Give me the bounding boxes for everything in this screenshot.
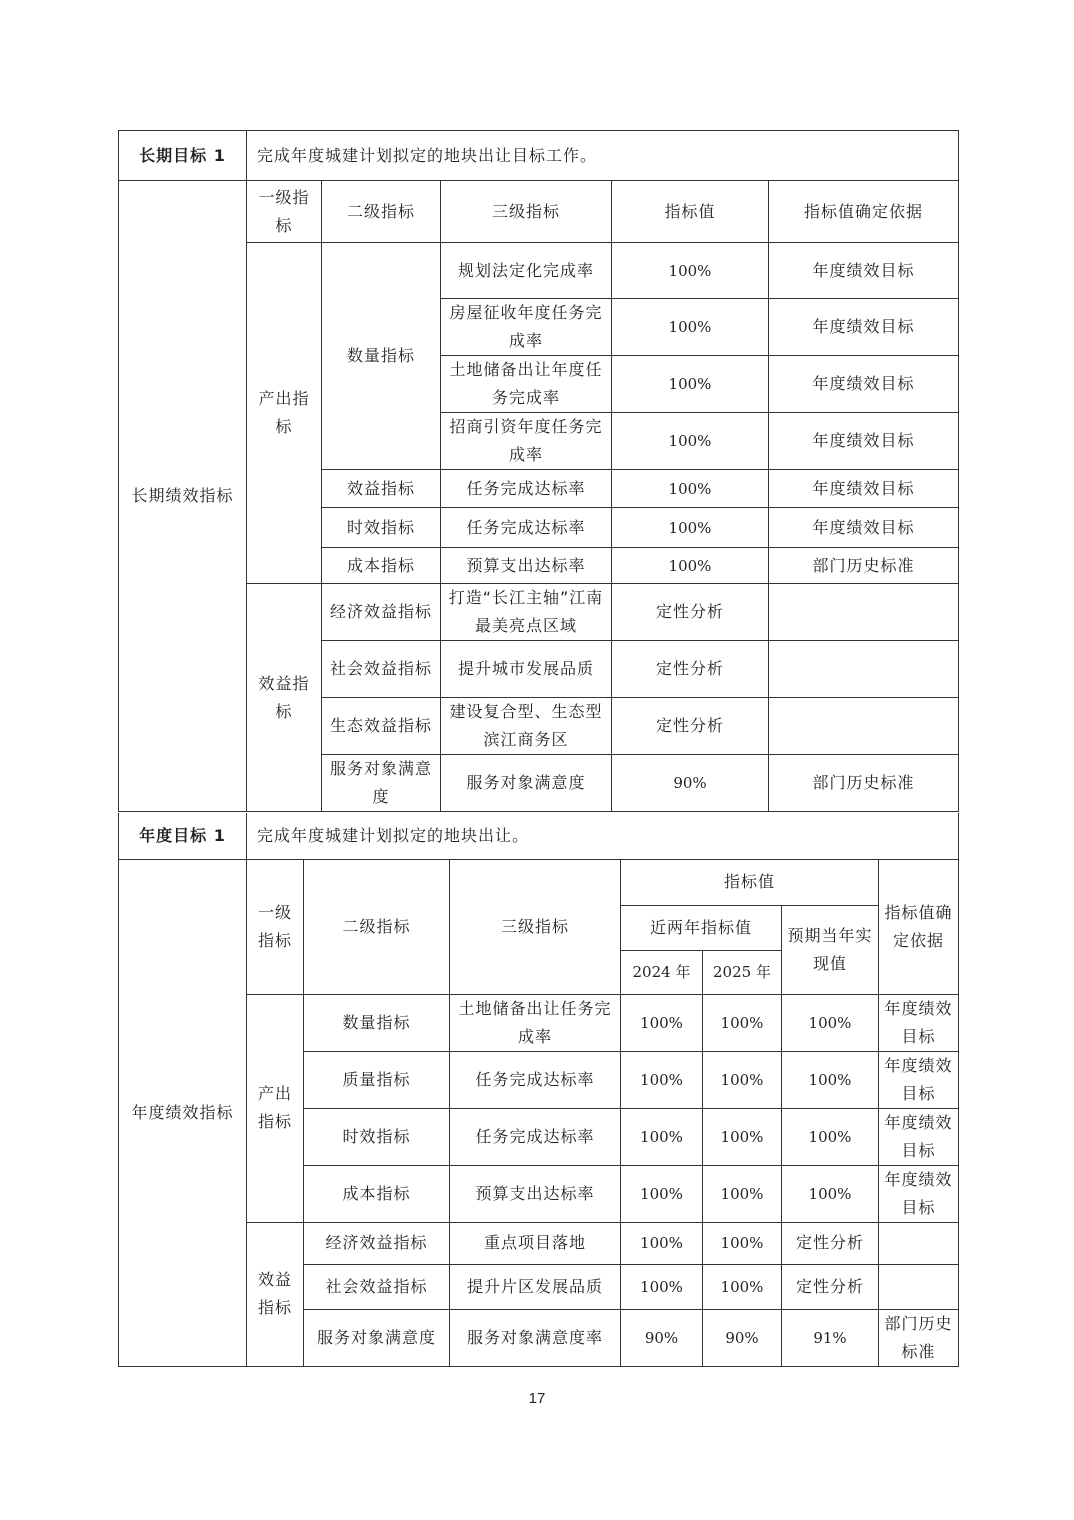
header-basis: 指标值确定依据: [769, 181, 959, 243]
header-level1: 一级指标: [247, 859, 304, 994]
value-2025-cell: 100%: [703, 1222, 782, 1264]
value-2025-cell: 100%: [703, 1264, 782, 1309]
annual-goal-label: 年度目标 1: [119, 813, 247, 859]
basis-cell: 年度绩效目标: [769, 413, 959, 470]
expected-cell: 100%: [782, 1108, 879, 1165]
level3-cell: 提升城市发展品质: [441, 641, 612, 698]
long-term-section-label: 长期绩效指标: [119, 181, 247, 812]
basis-cell: 年度绩效目标: [769, 356, 959, 413]
level3-cell: 服务对象满意度率: [450, 1309, 621, 1366]
level3-cell: 招商引资年度任务完成率: [441, 413, 612, 470]
header-expected: 预期当年实现值: [782, 905, 879, 994]
level3-cell: 建设复合型、生态型滨江商务区: [441, 698, 612, 755]
level3-cell: 土地储备出让年度任务完成率: [441, 356, 612, 413]
level3-cell: 预算支出达标率: [441, 548, 612, 584]
value-cell: 100%: [612, 299, 769, 356]
header-level3: 三级指标: [441, 181, 612, 243]
value-2024-cell: 100%: [621, 1051, 703, 1108]
value-2024-cell: 90%: [621, 1309, 703, 1366]
level3-cell: 服务对象满意度: [441, 755, 612, 812]
level2-cell: 服务对象满意度: [322, 755, 441, 812]
basis-cell: [769, 641, 959, 698]
page-number: 17: [528, 1390, 546, 1407]
level2-cell: 质量指标: [304, 1051, 450, 1108]
expected-cell: 100%: [782, 994, 879, 1051]
level2-cell: 生态效益指标: [322, 698, 441, 755]
basis-cell: [879, 1264, 959, 1309]
value-cell: 定性分析: [612, 641, 769, 698]
header-basis: 指标值确定依据: [879, 859, 959, 994]
level2-cell: 服务对象满意度: [304, 1309, 450, 1366]
output-indicator-label: 产出指标: [247, 994, 304, 1222]
expected-cell: 定性分析: [782, 1264, 879, 1309]
annual-goal-table: [118, 813, 959, 1367]
basis-cell: [769, 698, 959, 755]
value-2025-cell: 100%: [703, 1051, 782, 1108]
value-2025-cell: 90%: [703, 1309, 782, 1366]
basis-cell: 年度绩效目标: [879, 1108, 959, 1165]
value-2025-cell: 100%: [703, 994, 782, 1051]
level3-cell: 打造“长江主轴”江南最美亮点区域: [441, 584, 612, 641]
level3-cell: 房屋征收年度任务完成率: [441, 299, 612, 356]
expected-cell: 91%: [782, 1309, 879, 1366]
long-term-goal-label: 长期目标 1: [119, 131, 247, 181]
header-recent-years: 近两年指标值: [621, 905, 782, 950]
basis-cell: 年度绩效目标: [769, 299, 959, 356]
basis-cell: 年度绩效目标: [879, 1165, 959, 1222]
expected-cell: 100%: [782, 1051, 879, 1108]
level2-cell: 社会效益指标: [304, 1264, 450, 1309]
basis-cell: 年度绩效目标: [769, 470, 959, 508]
long-term-goal-text: 完成年度城建计划拟定的地块出让目标工作。: [247, 131, 959, 181]
level2-cell: 数量指标: [304, 994, 450, 1051]
level3-cell: 任务完成达标率: [450, 1108, 621, 1165]
value-2024-cell: 100%: [621, 994, 703, 1051]
level2-cell: 成本指标: [304, 1165, 450, 1222]
level2-cell: 经济效益指标: [304, 1222, 450, 1264]
level2-cell: 时效指标: [322, 508, 441, 548]
level3-cell: 预算支出达标率: [450, 1165, 621, 1222]
level3-cell: 任务完成达标率: [450, 1051, 621, 1108]
value-cell: 90%: [612, 755, 769, 812]
header-value: 指标值: [612, 181, 769, 243]
long-term-goal-table: [118, 130, 959, 812]
basis-cell: 部门历史标准: [769, 548, 959, 584]
level3-cell: 任务完成达标率: [441, 508, 612, 548]
value-cell: 定性分析: [612, 584, 769, 641]
header-year-2025: 2025 年: [703, 950, 782, 994]
value-cell: 100%: [612, 356, 769, 413]
output-indicator-label: 产出指标: [247, 243, 322, 584]
header-level2: 二级指标: [304, 859, 450, 994]
header-level2: 二级指标: [322, 181, 441, 243]
value-2024-cell: 100%: [621, 1222, 703, 1264]
basis-cell: 年度绩效目标: [879, 1051, 959, 1108]
quantity-indicator-label: 数量指标: [322, 243, 441, 470]
value-2025-cell: 100%: [703, 1165, 782, 1222]
level2-cell: 时效指标: [304, 1108, 450, 1165]
level3-cell: 土地储备出让任务完成率: [450, 994, 621, 1051]
level2-cell: 效益指标: [322, 470, 441, 508]
annual-section-label: 年度绩效指标: [119, 859, 247, 1366]
value-cell: 定性分析: [612, 698, 769, 755]
level2-cell: 经济效益指标: [322, 584, 441, 641]
level2-cell: 社会效益指标: [322, 641, 441, 698]
benefit-indicator-label: 效益指标: [247, 584, 322, 812]
value-cell: 100%: [612, 508, 769, 548]
value-cell: 100%: [612, 470, 769, 508]
header-level1: 一级指标: [247, 181, 322, 243]
header-year-2024: 2024 年: [621, 950, 703, 994]
annual-goal-text: 完成年度城建计划拟定的地块出让。: [247, 813, 959, 859]
expected-cell: 100%: [782, 1165, 879, 1222]
basis-cell: 年度绩效目标: [879, 994, 959, 1051]
value-cell: 100%: [612, 243, 769, 299]
header-level3: 三级指标: [450, 859, 621, 994]
expected-cell: 定性分析: [782, 1222, 879, 1264]
value-2025-cell: 100%: [703, 1108, 782, 1165]
header-value: 指标值: [621, 859, 879, 905]
level2-cell: 成本指标: [322, 548, 441, 584]
value-cell: 100%: [612, 413, 769, 470]
value-2024-cell: 100%: [621, 1165, 703, 1222]
value-2024-cell: 100%: [621, 1264, 703, 1309]
level3-cell: 提升片区发展品质: [450, 1264, 621, 1309]
basis-cell: 部门历史标准: [879, 1309, 959, 1366]
basis-cell: [769, 584, 959, 641]
basis-cell: 部门历史标准: [769, 755, 959, 812]
level3-cell: 规划法定化完成率: [441, 243, 612, 299]
benefit-indicator-label: 效益指标: [247, 1222, 304, 1366]
level3-cell: 重点项目落地: [450, 1222, 621, 1264]
value-cell: 100%: [612, 548, 769, 584]
basis-cell: 年度绩效目标: [769, 243, 959, 299]
value-2024-cell: 100%: [621, 1108, 703, 1165]
basis-cell: [879, 1222, 959, 1264]
level3-cell: 任务完成达标率: [441, 470, 612, 508]
basis-cell: 年度绩效目标: [769, 508, 959, 548]
